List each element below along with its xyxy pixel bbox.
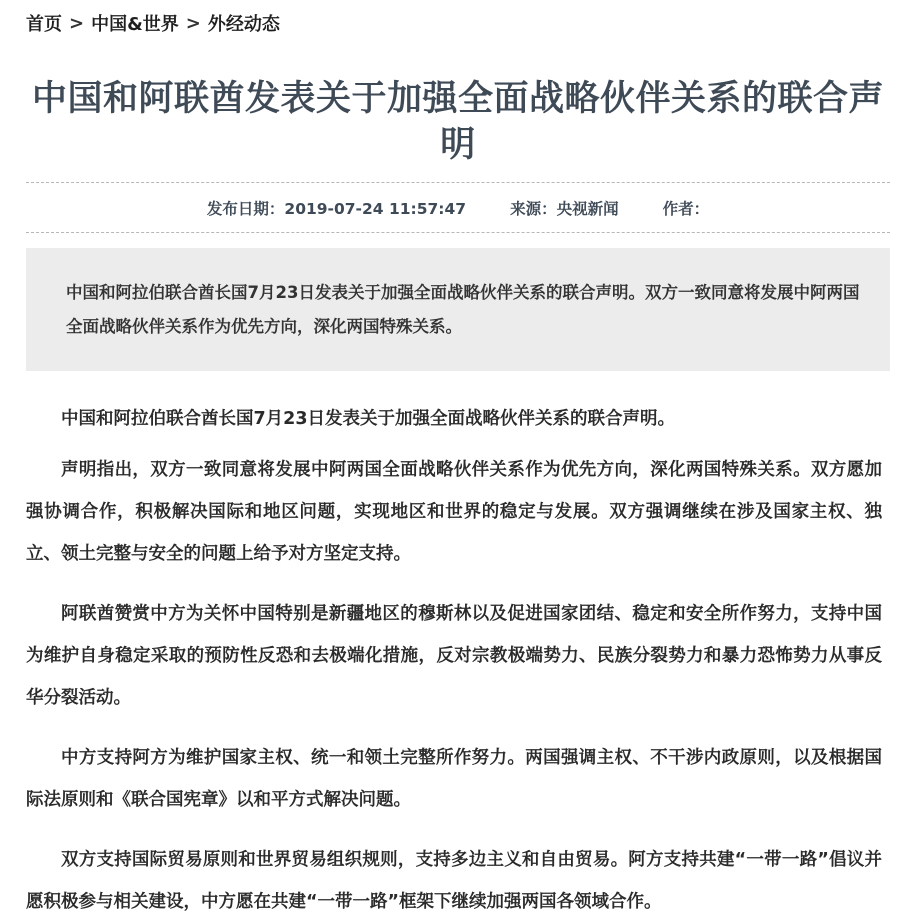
article-paragraph: 中方支持阿方为维护国家主权、统一和领土完整所作努力。两国强调主权、不干涉内政原则，以及根据国际法原则和《联合国宪章》以和平方式解决问题。 bbox=[26, 748, 882, 810]
article-paragraph: 中国和阿拉伯联合酋长国7月23日发表关于加强全面战略伙伴关系的联合声明。 bbox=[61, 409, 676, 429]
article-meta bbox=[26, 183, 890, 232]
publish-date-label: 发布日期： bbox=[206, 199, 285, 218]
breadcrumb-home-link[interactable]: 首页 bbox=[26, 14, 62, 35]
article-paragraph: 阿联酋赞赏中方为关怀中国特别是新疆地区的穆斯林以及促进国家团结、稳定和安全所作努力，支持中国为维护自身稳定采取的预防性反恐和去极端化措施，反对宗教极端势力、民族分裂势力和暴力恐怖势力从事反华分裂活动。 bbox=[26, 604, 882, 708]
article-paragraph: 声明指出，双方一致同意将发展中阿两国全面战略伙伴关系作为优先方向，深化两国特殊关系。双方愿加强协调合作，积极解决国际和地区问题，实现地区和世界的稳定与发展。双方强调继续在涉及国家主权、独立、领土完整与安全的问题上给予对方坚定支持。 bbox=[26, 460, 882, 564]
publish-date-value: 2019-07-24 11:57:47 bbox=[284, 199, 467, 218]
author bbox=[663, 197, 710, 219]
publish-date bbox=[207, 197, 466, 219]
breadcrumb-separator: > bbox=[69, 12, 85, 34]
breadcrumb bbox=[26, 0, 890, 46]
article-title: 中国和阿联酋发表关于加强全面战略伙伴关系的联合声明 bbox=[31, 79, 884, 165]
breadcrumb-separator: > bbox=[185, 12, 201, 34]
breadcrumb-section-link[interactable]: 中国&世界 bbox=[91, 14, 179, 35]
article-body bbox=[26, 401, 890, 923]
author-label: 作者： bbox=[662, 199, 710, 218]
source-label: 来源： bbox=[510, 199, 557, 218]
article-summary: 中国和阿拉伯联合酋长国7月23日发表关于加强全面战略伙伴关系的联合声明。双方一致同意将发展中阿两国全面战略伙伴关系作为优先方向，深化两国特殊关系。 bbox=[26, 248, 890, 371]
source-value: 央视新闻 bbox=[556, 199, 619, 218]
source bbox=[510, 197, 619, 219]
meta-divider bbox=[26, 232, 890, 233]
breadcrumb-category-link[interactable]: 外经动态 bbox=[207, 14, 280, 35]
article-paragraph: 双方支持国际贸易原则和世界贸易组织规则，支持多边主义和自由贸易。阿方支持共建“一带一路”倡议并愿积极参与相关建设，中方愿在共建“一带一路”框架下继续加强两国各领域合作。 bbox=[26, 850, 882, 912]
